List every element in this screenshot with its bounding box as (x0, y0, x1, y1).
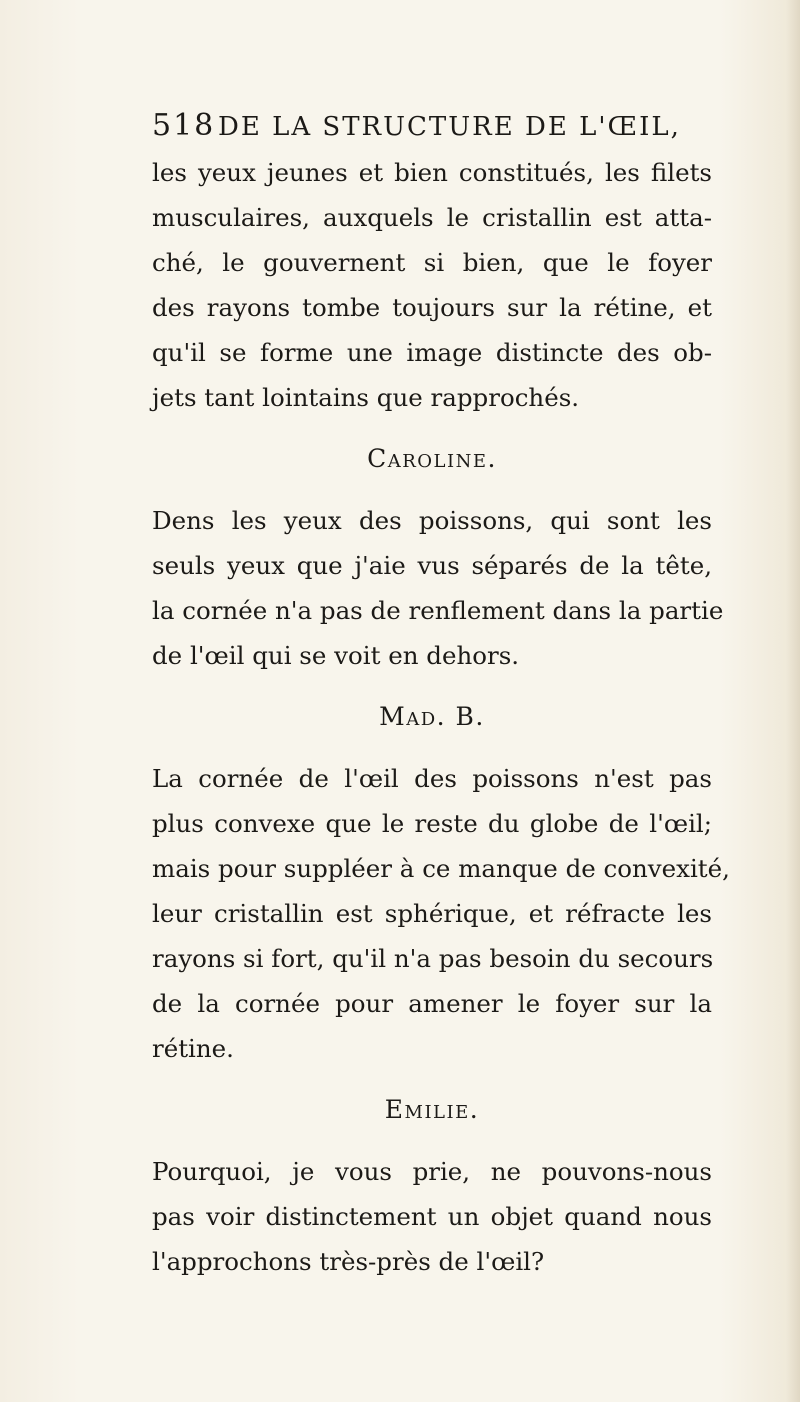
paragraph-2 (152, 498, 724, 678)
paragraph-1 (152, 150, 712, 420)
text-line: rayons si fort, qu'il n'a pas besoin du secours (152, 944, 714, 973)
speaker-mad-b: Mad. B. (379, 702, 485, 731)
text-line: seuls yeux que j'aie vus séparés de la tête, (152, 551, 712, 580)
text-line: des rayons tombe toujours sur la rétine, et (152, 293, 712, 322)
text-line: mais pour suppléer à ce manque de convexité, (152, 854, 730, 883)
text-line: Pourquoi, je vous prie, ne pouvons-nous (152, 1157, 712, 1186)
text-line: la cornée n'a pas de renflement dans la partie (152, 596, 724, 625)
speaker-emilie: Emilie. (384, 1095, 480, 1124)
paragraph-3 (152, 756, 730, 1071)
text-line: qu'il se forme une image distincte des ob- (152, 338, 712, 367)
text-line: de la cornée pour amener le foyer sur la (152, 989, 712, 1018)
text-line: plus convexe que le reste du globe de l'œil; (152, 809, 712, 838)
text-line: de l'œil qui se voit en dehors. (152, 641, 520, 670)
text-line: leur cristallin est sphérique, et réfracte les (152, 899, 712, 928)
page-body (152, 150, 730, 1284)
text-line: pas voir distinctement un objet quand nous (152, 1202, 712, 1231)
running-header (152, 108, 681, 152)
speaker-caroline: Caroline. (367, 444, 497, 473)
text-line: l'approchons très-près de l'œil? (152, 1247, 545, 1276)
paragraph-4 (152, 1149, 712, 1284)
text-line: jets tant lointains que rapprochés. (152, 383, 580, 412)
running-title: DE LA STRUCTURE DE L'ŒIL, (218, 112, 681, 142)
page-edge-shadow (786, 0, 800, 1402)
text-line: les yeux jeunes et bien constitués, les filets (152, 158, 712, 187)
text-line: La cornée de l'œil des poissons n'est pas (152, 764, 712, 793)
text-line: Dens les yeux des poissons, qui sont les (152, 506, 712, 535)
text-line: musculaires, auxquels le cristallin est atta- (152, 203, 712, 232)
page-number: 518 (152, 108, 216, 143)
text-line: rétine. (152, 1034, 234, 1063)
text-line: ché, le gouvernent si bien, que le foyer (152, 248, 712, 277)
